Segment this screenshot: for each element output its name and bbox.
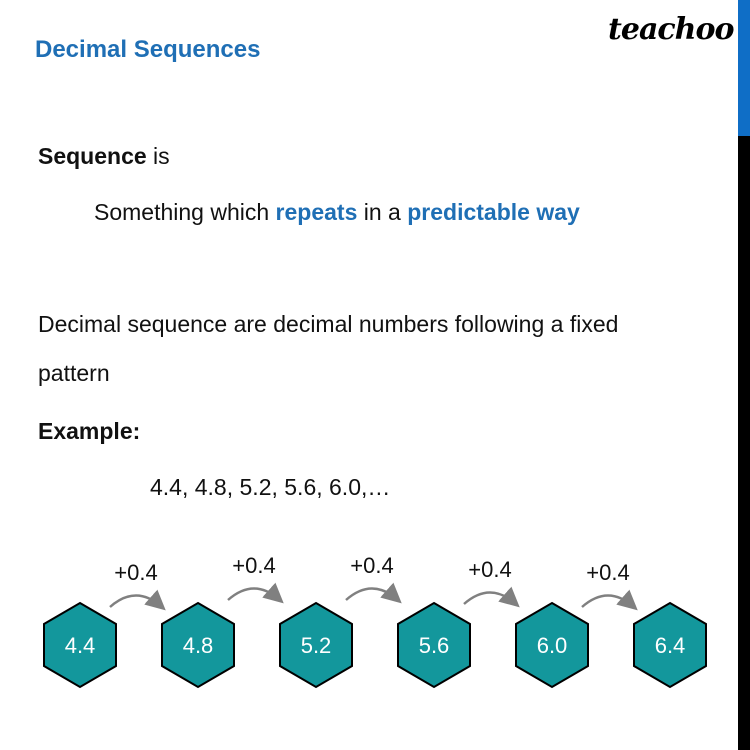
example-label: Example: [38,418,141,444]
page-title: Decimal Sequences [35,36,261,63]
hexagon-5 [634,603,706,687]
repeats-highlight: repeats [275,199,358,225]
def-text: Something which [94,199,276,225]
hexagon-label: 5.6 [418,633,450,658]
is-text: is [146,143,170,169]
predictable-highlight: predictable way [407,199,580,225]
hexagon-label: 4.8 [182,633,214,658]
hexagon-label: 4.4 [64,633,96,658]
description-line-2: pattern [38,360,110,386]
teachoo-logo: teachoo [608,12,734,47]
hexagon-label: 5.2 [300,633,332,658]
step-label: +0.4 [468,557,512,582]
hexagon-3 [398,603,470,687]
term: Sequence [38,143,147,169]
hexagon-label: 6.4 [654,633,686,658]
step-label: +0.4 [114,560,158,585]
description-line-1: Decimal sequence are decimal numbers following a fixed [38,311,619,337]
step-label: +0.4 [232,553,276,578]
arrow-icon [582,596,634,608]
example-sequence: 4.4, 4.8, 5.2, 5.6, 6.0,… [150,474,391,500]
arrow-icon [346,589,398,601]
def-text-mid: in a [357,199,408,225]
hexagon-1 [162,603,234,687]
hexagon-label: 6.0 [536,633,568,658]
step-label: +0.4 [586,560,630,585]
arrow-icon [464,593,516,605]
hexagon-4 [516,603,588,687]
step-label: +0.4 [350,553,394,578]
arrow-icon [228,589,280,601]
hexagon-0 [44,603,116,687]
arrow-icon [110,596,162,608]
hexagon-2 [280,603,352,687]
